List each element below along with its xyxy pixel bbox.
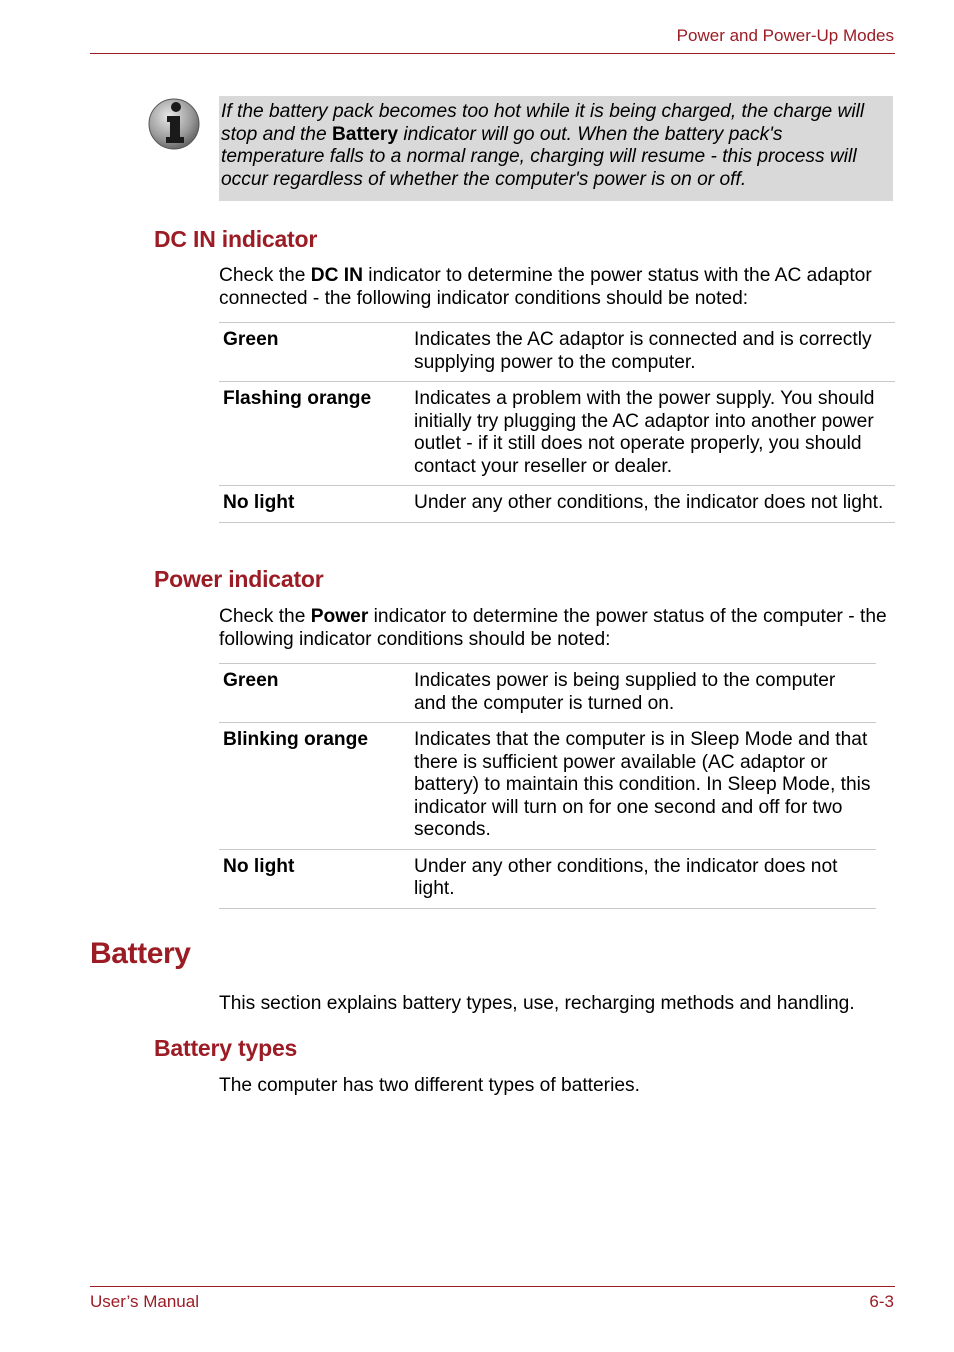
battery-types-text: The computer has two different types of batteries. xyxy=(219,1075,640,1096)
row-desc: Indicates power is being supplied to the computer and the computer is turned on. xyxy=(410,664,876,723)
dcin-intro-before: Check the xyxy=(219,265,311,286)
power-heading: Power indicator xyxy=(154,566,324,592)
note-box xyxy=(219,96,893,201)
table-row xyxy=(219,849,876,908)
power-intro xyxy=(219,606,899,651)
row-desc: Indicates the AC adaptor is connected and is correctly supplying power to the computer. xyxy=(410,323,895,382)
dcin-heading: DC IN indicator xyxy=(154,226,318,252)
row-label: Flashing orange xyxy=(219,382,410,486)
info-icon xyxy=(146,96,202,152)
footer-manual-name: User’s Manual xyxy=(90,1292,199,1311)
table-row xyxy=(219,486,895,523)
battery-intro: This section explains battery types, use, recharging methods and handling. xyxy=(219,993,855,1014)
header-title: Power and Power-Up Modes xyxy=(676,26,894,45)
table-row xyxy=(219,382,895,486)
page-number: 6-3 xyxy=(869,1292,894,1311)
row-label: No light xyxy=(219,849,410,908)
note-text-after: indicator will go out. When the battery pack's temperature falls to a normal range, charging will resume - this process will occur regardless of whether the computer's power is on or off. xyxy=(221,123,857,190)
table-row xyxy=(219,323,895,382)
footer-rule xyxy=(90,1286,895,1287)
row-label: Green xyxy=(219,664,410,723)
power-intro-bold: Power xyxy=(310,606,369,627)
dcin-intro-bold: DC IN xyxy=(310,265,363,286)
row-label: Blinking orange xyxy=(219,723,410,850)
dcin-table xyxy=(219,322,895,523)
row-label: Green xyxy=(219,323,410,382)
power-intro-before: Check the xyxy=(219,606,311,627)
battery-types-heading: Battery types xyxy=(154,1035,298,1061)
header-rule xyxy=(90,53,895,54)
row-label: No light xyxy=(219,486,410,523)
table-row xyxy=(219,664,876,723)
note-bold-battery: Battery xyxy=(331,123,399,145)
row-desc: Indicates that the computer is in Sleep Mode and that there is sufficient power available (AC adaptor or battery) to maintain this condition. In Sleep Mode, this indicator will turn on for one second and off for two seconds. xyxy=(410,723,876,850)
row-desc: Under any other conditions, the indicator does not light. xyxy=(410,486,895,523)
dcin-intro xyxy=(219,265,899,310)
row-desc: Under any other conditions, the indicator does not light. xyxy=(410,849,876,908)
note-text-before: If the battery pack becomes too hot while it is being charged, the charge will stop and the xyxy=(221,101,865,145)
dcin-intro-after: indicator to determine the power status with the AC adaptor connected - the following indicator conditions should be noted: xyxy=(219,265,872,309)
power-table xyxy=(219,663,876,909)
table-row xyxy=(219,723,876,850)
power-intro-after: indicator to determine the power status of the computer - the following indicator conditions should be noted: xyxy=(219,606,887,650)
row-desc: Indicates a problem with the power supply. You should initially try plugging the AC adaptor into another power outlet - if it still does not operate properly, you should contact your reseller or dealer. xyxy=(410,382,895,486)
battery-heading: Battery xyxy=(90,937,191,970)
